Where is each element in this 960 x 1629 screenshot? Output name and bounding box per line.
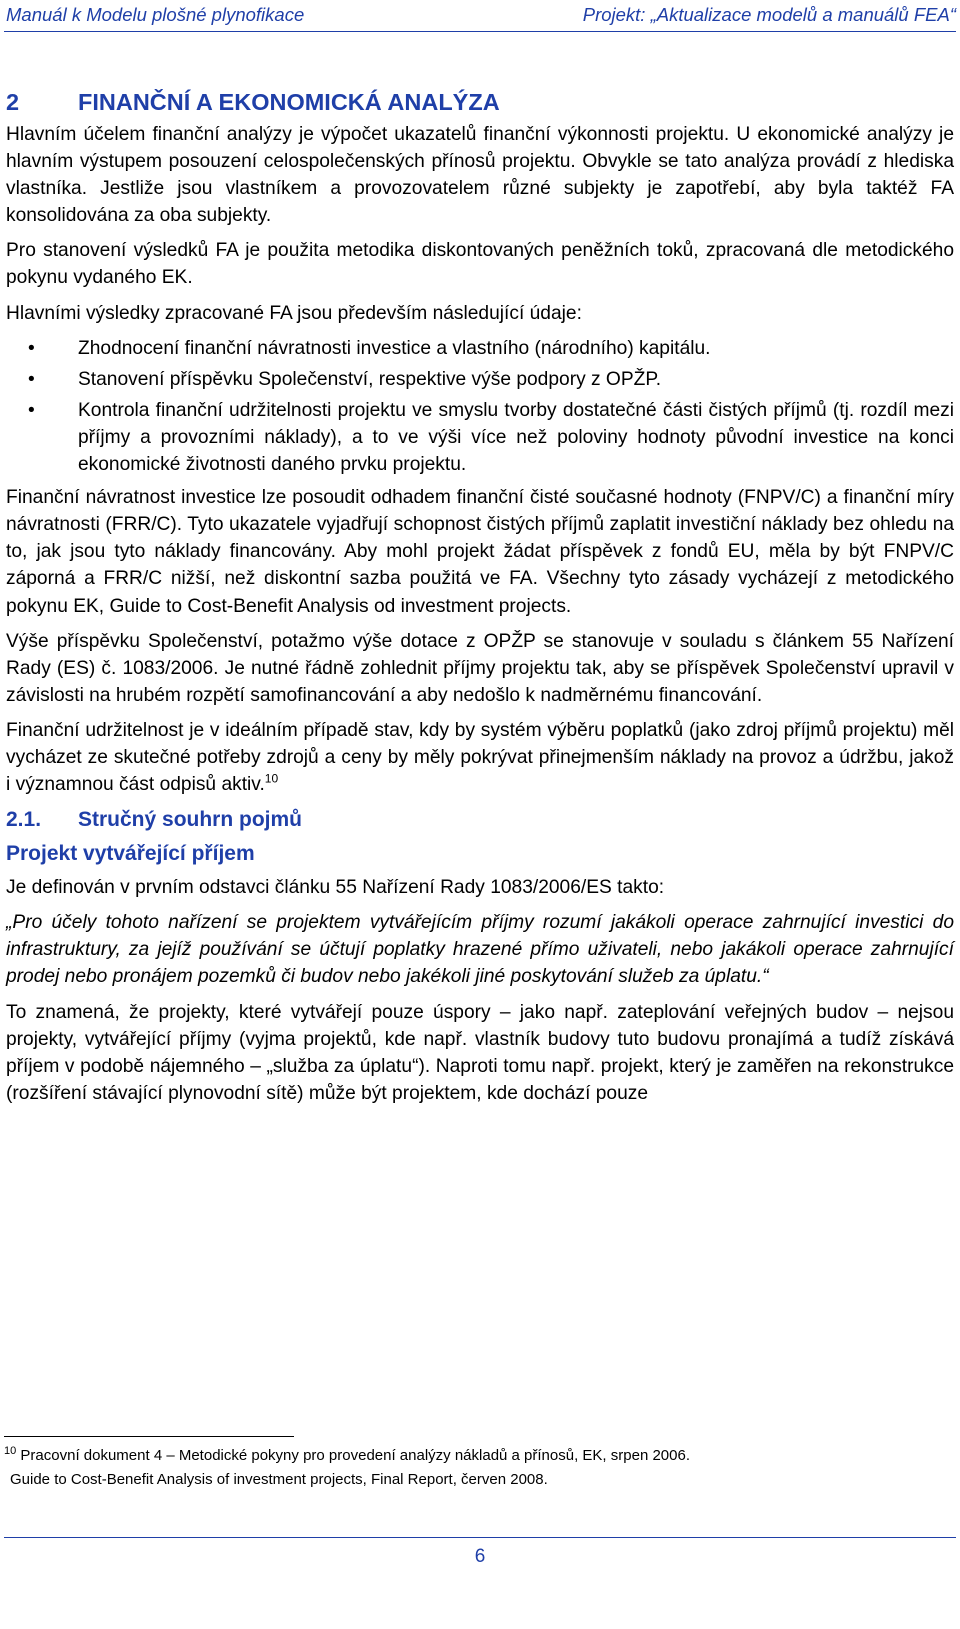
bullet-icon: •	[28, 368, 35, 390]
paragraph-contribution: Výše příspěvku Společenství, potažmo výše dotace z OPŽP se stanovuje v souladu s článkem 55 Nařízení Rady (ES) č. 1083/2006. Je nutné řádně zohlednit příjmy projektu tak, aby se příspěvek Společenství upravil v závislosti na hrubém rozpětí samofinancování a aby nedošlo k nadměrnému financování.	[6, 630, 954, 706]
list-item-text: Zhodnocení finanční návratnosti investice a vlastního (národního) kapitálu.	[78, 337, 711, 359]
section-title: FINANČNÍ A EKONOMICKÁ ANALÝZA	[78, 89, 500, 115]
paragraph-explanation: To znamená, že projekty, které vytvářejí pouze úspory – jako např. zateplování veřejných budov – nejsou projekty, vytvářející příjmy (vyjma projektů, kde např. vlastník budovy tuto budovu pronajímá a tudíž získává příjem v podobě nájemného – „služba za úplatu“). Naproti tomu např. projekt, který je zaměřen na rekonstrukce (rozšíření stávající plynovodní sítě) může být projektem, kde dochází pouze	[6, 1001, 954, 1104]
paragraph-financial-return: Finanční návratnost investice lze posoudit odhadem finanční čisté současné hodnoty (FNPV/C) a finanční míry návratnosti (FRR/C). Tyto ukazatele vyjadřují schopnost čistých příjmů zaplatit investiční náklady bez ohledu na to, jak jsou tyto náklady financovány. Aby mohl projekt žádat příspěvek z fondů EU, měla by být FNPV/C záporná a FRR/C nižší, než diskontní sazba použitá ve FA. Všechny tyto zásady vycházejí z metodického pokynu EK, Guide to Cost-Benefit Analysis od investment projects.	[6, 487, 954, 617]
paragraph-methodology: Pro stanovení výsledků FA je použita metodika diskontovaných peněžních toků, zpracovaná dle metodického pokynu vydaného EK.	[6, 240, 954, 289]
footnote-line-1	[4, 1444, 954, 1468]
list-item-text: Kontrola finanční udržitelnosti projektu ve smyslu tvorby dostatečné části čistých příjmů (tj. rozdíl mezi příjmy a provozními náklady), a to ve výši více než poloviny hodnoty původní investice na konci ekonomické životnosti daného prvku projektu.	[78, 399, 954, 476]
list-item	[6, 397, 954, 478]
header-project-title: Projekt: „Aktualizace modelů a manuálů FEA“	[582, 4, 956, 25]
footer-divider	[4, 1537, 956, 1538]
footnote	[4, 1444, 954, 1492]
subsection-heading	[6, 806, 954, 834]
paragraph-results-intro: Hlavními výsledky zpracované FA jsou především následující údaje:	[6, 302, 582, 324]
regulation-quote: „Pro účely tohoto nařízení se projektem vytvářejícím příjmy rozumí jakákoli operace zahrnující investici do infrastruktury, za jejíž používání se účtují poplatky hrazené přímo uživateli, nebo jakákoli operace zahrnující prodej nebo pronájem pozemků či budov nebo jakékoli jiné poskytování služeb za úplatu.“	[6, 912, 954, 988]
footnote-divider	[4, 1436, 294, 1437]
page-header	[6, 4, 956, 28]
section-heading	[6, 86, 954, 118]
footnote-text-1: Pracovní dokument 4 – Metodické pokyny pro provedení analýzy nákladů a přínosů, EK, srpen 2006.	[20, 1447, 690, 1464]
bullet-icon: •	[28, 337, 35, 359]
header-divider	[4, 31, 956, 32]
header-document-title: Manuál k Modelu plošné plynofikace	[6, 4, 305, 25]
sustainability-text: Finanční udržitelnost je v ideálním případě stav, kdy by systém výběru poplatků (jako zdroj příjmů projektu) měl vycházet ze skutečné potřeby zdrojů a ceny by měly pokrývat přinejmenším náklady na provoz a údržbu, jakož i významnou část odpisů aktiv.	[6, 719, 954, 796]
list-item	[6, 335, 954, 362]
subsection-number: 2.1.	[6, 808, 42, 832]
list-item	[6, 366, 954, 393]
subsection-title: Stručný souhrn pojmů	[78, 808, 303, 832]
footnote-number: 10	[4, 1445, 17, 1457]
page-body	[6, 86, 954, 1115]
section-number: 2	[6, 89, 20, 115]
footnote-reference[interactable]: 10	[264, 771, 279, 786]
list-item-text: Stanovení příspěvku Společenství, respektive výše podpory z OPŽP.	[78, 368, 662, 390]
paragraph-sustainability	[6, 717, 954, 798]
paragraph-purpose: Hlavním účelem finanční analýzy je výpočet ukazatelů finanční výkonnosti projektu. U ekonomické analýzy je hlavním výstupem posouzení celospolečenských přínosů projektu. Obvykle se tato analýza provádí z hlediska vlastníka. Jestliže jsou vlastníkem a provozovatelem různé subjekty je zapotřebí, aby byla taktéž FA konsolidována za oba subjekty.	[6, 124, 954, 227]
subheading: Projekt vytvářející příjem	[6, 842, 255, 866]
bullet-icon: •	[28, 399, 35, 421]
page-number: 6	[474, 1546, 486, 1567]
results-list	[6, 335, 954, 478]
paragraph-definition: Je definován v prvním odstavci článku 55 Nařízení Rady 1083/2006/ES takto:	[6, 877, 665, 899]
footnote-line-2: Guide to Cost-Benefit Analysis of investment projects, Final Report, červen 2008.	[10, 1471, 548, 1488]
